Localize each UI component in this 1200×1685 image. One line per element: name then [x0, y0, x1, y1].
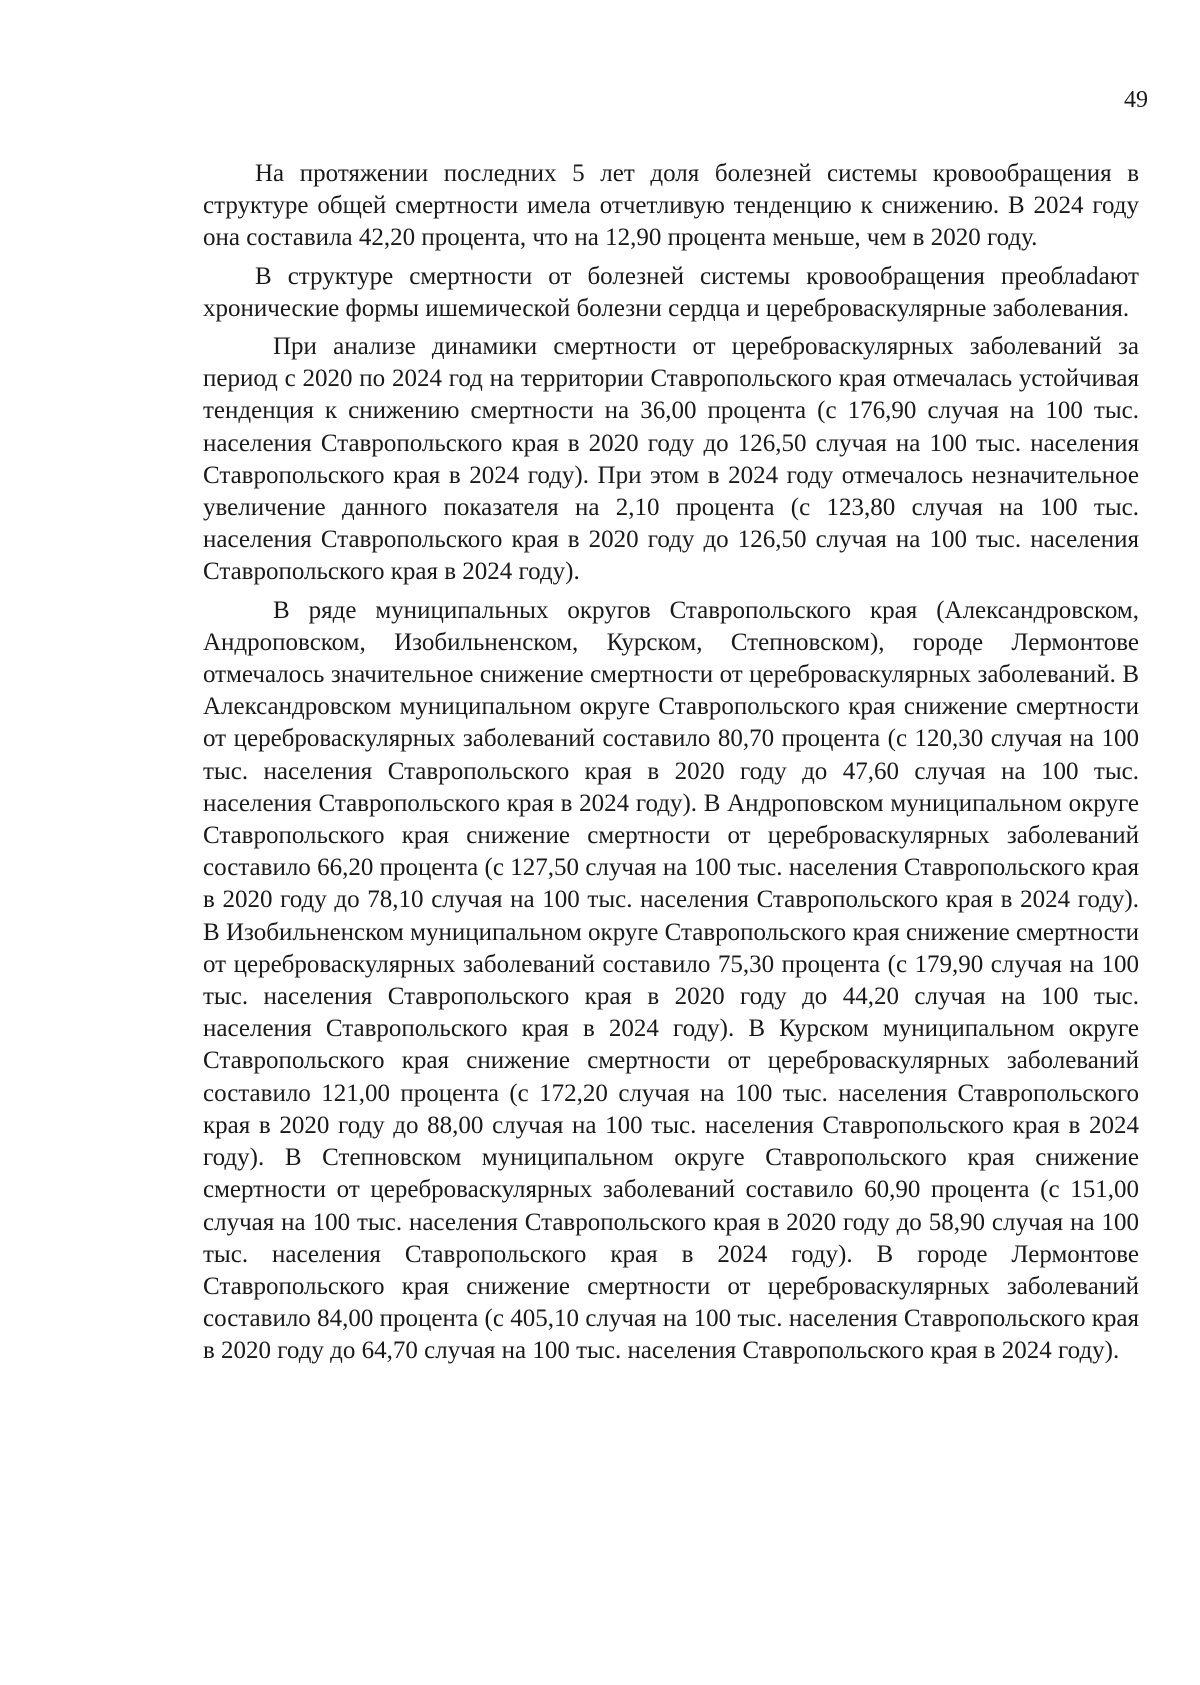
paragraph-circulatory-share: На протяжении последних 5 лет доля болезней системы кровообращения в структуре общей смертности имела отчетливую тенденцию к снижению. В 2024 году она составила 42,20 процента, что на 12,90 процента меньше, чем в 2020 году.: [203, 160, 1139, 252]
paragraph-municipal-districts: В ряде муниципальных округов Ставропольского края (Александровском, Андроповском, Изобильненском, Курском, Степновском), городе Лермонтове отмечалось значительное снижение смертности от цереброваскулярных заболеваний. В Александровском муниципальном округе Ставропольского края снижение смертности от цереброваскулярных заболеваний составило 80,70 процента (с 120,30 случая на 100 тыс. населения Ставропольского края в 2020 году до 47,60 случая на 100 тыс. населения Ставропольского края в 2024 году). В Андроповском муниципальном округе Ставропольского края снижение смертности от цереброваскулярных заболеваний составило 66,20 процента (с 127,50 случая на 100 тыс. населения Ставропольского края в 2020 году до 78,10 случая на 100 тыс. населения Ставропольского края в 2024 году). В Изобильненском муниципальном округе Ставропольского края снижение смертности от цереброваскулярных заболеваний составило 75,30 процента (с 179,90 случая на 100 тыс. населения Ставропольского края в 2020 году до 44,20 случая на 100 тыс. населения Ставропольского края в 2024 году). В Курском муниципальном округе Ставропольского края снижение смертности от цереброваскулярных заболеваний составило 121,00 процента (с 172,20 случая на 100 тыс. населения Ставропольского края в 2020 году до 88,00 случая на 100 тыс. населения Ставропольского края в 2024 году). В Степновском муниципальном округе Ставропольского края снижение смертности от цереброваскулярных заболеваний составило 60,90 процента (с 151,00 случая на 100 тыс. населения Ставропольского края в 2020 году до 58,90 случая на 100 тыс. населения Ставропольского края в 2024 году). В городе Лермонтове Ставропольского края снижение смертности от цереброваскулярных заболеваний составило 84,00 процента (с 405,10 случая на 100 тыс. населения Ставропольского края в 2020 году до 64,70 случая на 100 тыс. населения Ставропольского края в 2024 году).: [203, 596, 1139, 1365]
paragraph-cerebrovascular-dynamics: При анализе динамики смертности от цереброваскулярных заболеваний за период с 2020 по 2024 год на территории Ставропольского края отмечалась устойчивая тенденция к снижению смертности на 36,00 процента (с 176,90 случая на 100 тыс. населения Ставропольского края в 2020 году до 126,50 случая на 100 тыс. населения Ставропольского края в 2024 году). При этом в 2024 году отмечалось незначительное увеличение данного показателя на 2,10 процента (с 123,80 случая на 100 тыс. населения Ставропольского края в 2020 году до 126,50 случая на 100 тыс. населения Ставропольского края в 2024 году).: [203, 333, 1139, 586]
document-body: [203, 158, 1139, 1374]
page-number: 49: [1124, 87, 1148, 113]
paragraph-mortality-structure: В структуре смертности от болезней системы кровообращения преоблаdают хронические формы ишемической болезни сердца и цереброваскулярные заболевания.: [203, 262, 1139, 322]
